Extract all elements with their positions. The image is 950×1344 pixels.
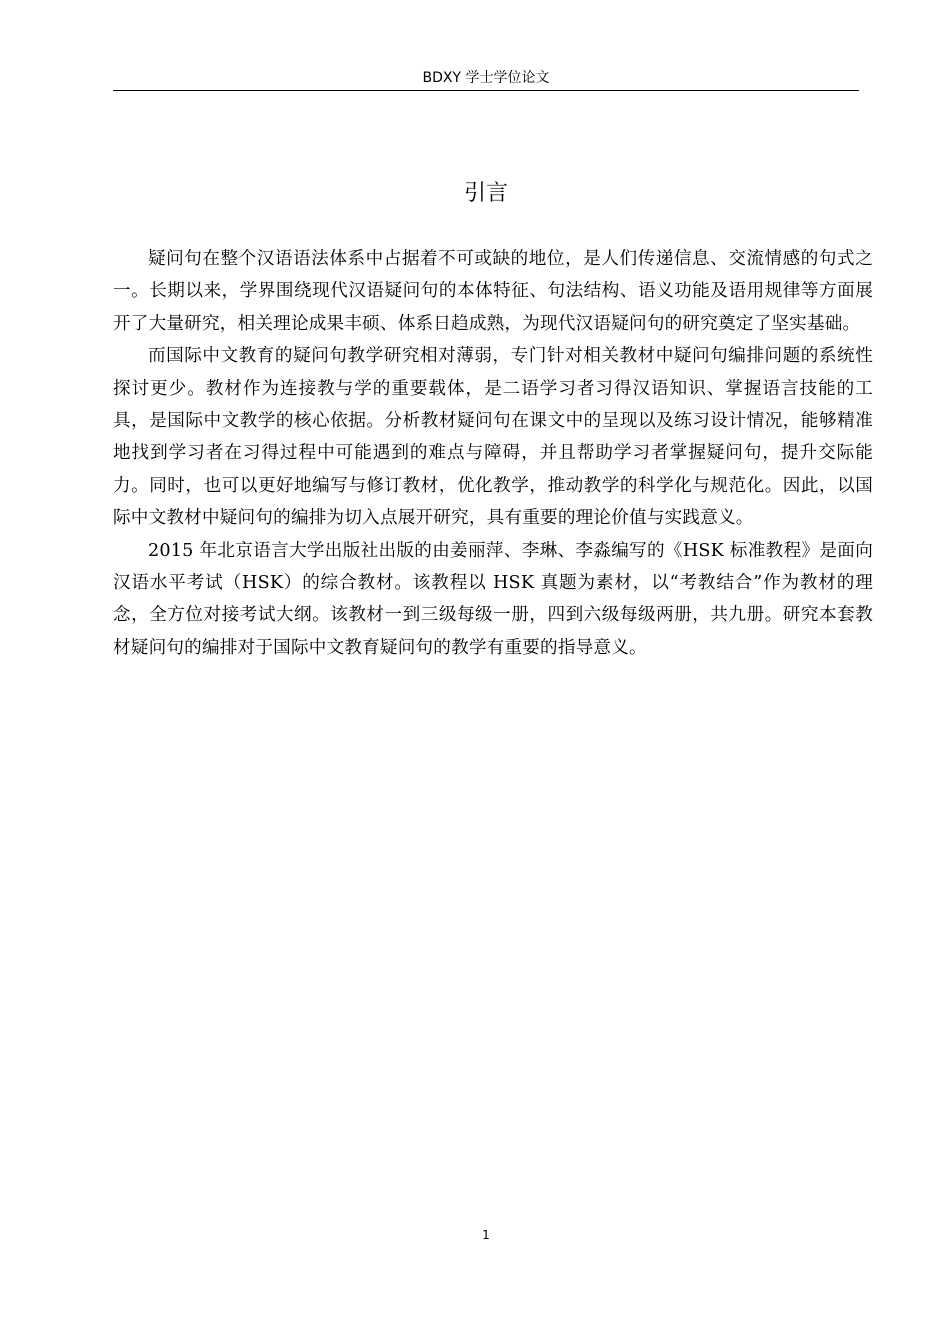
header-rule: [113, 90, 859, 91]
running-header: BDXY 学士学位论文: [422, 70, 550, 86]
paragraph: 而国际中文教育的疑问句教学研究相对薄弱，专门针对相关教材中疑问句编排问题的系统性探讨更少。教材作为连接教与学的重要载体，是二语学习者习得汉语知识、掌握语言技能的工具，是国际中文教学的核心依据。分析教材疑问句在课文中的呈现以及练习设计情况，能够精准地找到学习者在习得过程中可能遇到的难点与障碍，并且帮助学习者掌握疑问句，提升交际能力。同时，也可以更好地编写与修订教材，优化教学，推动教学的科学化与规范化。因此，以国际中文教材中疑问句的编排为切入点展开研究，具有重要的理论价值与实践意义。: [113, 346, 873, 529]
paragraph: 2015 年北京语言大学出版社出版的由姜丽萍、李琳、李淼编写的《HSK 标准教程》是面向汉语水平考试（HSK）的综合教材。该教程以 HSK 真题为素材，以“考教结合”作为教材的理念，全方位对接考试大纲。该教材一到三级每级一册，四到六级每级两册，共九册。研究本套教材疑问句的编排对于国际中文教育疑问句的教学有重要的指导意义。: [113, 540, 873, 658]
section-title: 引言: [463, 181, 508, 206]
paragraph: 疑问句在整个汉语语法体系中占据着不可或缺的地位，是人们传递信息、交流情感的句式之一。长期以来，学界围绕现代汉语疑问句的本体特征、句法结构、语义功能及语用规律等方面展开了大量研究，相关理论成果丰硕、体系日趋成熟，为现代汉语疑问句的研究奠定了坚实基础。: [113, 249, 873, 334]
body-text: [113, 243, 873, 664]
page-number: 1: [482, 1228, 490, 1242]
